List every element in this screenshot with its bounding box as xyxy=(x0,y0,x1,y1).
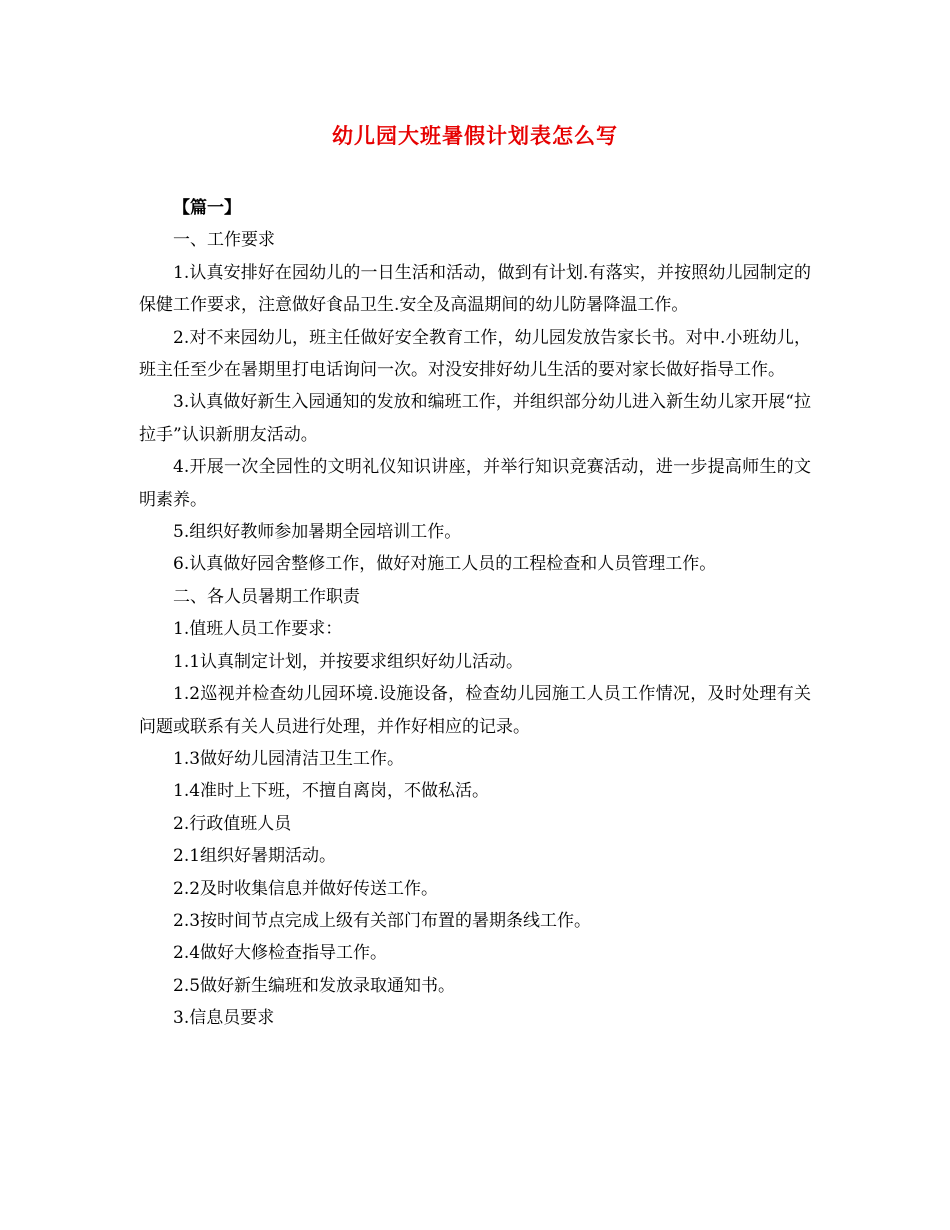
paragraph: 1.值班人员工作要求： xyxy=(173,619,343,640)
paragraph: 1.2巡视并检查幼儿园环境.设施设备，检查幼儿园施工人员工作情况，及时处理有关问题或联系有关人员进行处理，并作好相应的记录。 xyxy=(139,684,811,737)
paragraph: 2.3按时间节点完成上级有关部门布置的暑期条线工作。 xyxy=(173,910,592,931)
paragraph: 1.4准时上下班，不擅自离岗，不做私活。 xyxy=(173,781,490,802)
paragraph: 5.组织好教师参加暑期全园培训工作。 xyxy=(173,522,462,543)
paragraph: 2.2及时收集信息并做好传送工作。 xyxy=(173,878,439,899)
paragraph: 2.行政值班人员 xyxy=(173,813,292,834)
paragraph: 3.认真做好新生入园通知的发放和编班工作，并组织部分幼儿进入新生幼儿家开展“拉拉手”认识新朋友活动。 xyxy=(139,392,811,445)
paragraph: 1.1认真制定计划，并按要求组织好幼儿活动。 xyxy=(173,651,524,672)
paragraph: 3.信息员要求 xyxy=(173,1008,275,1029)
page-title: 幼儿园大班暑假计划表怎么写 xyxy=(332,123,618,148)
section-heading-work-requirements: 一、工作要求 xyxy=(173,230,275,251)
document-body xyxy=(139,192,811,1035)
section-heading-staff-duties: 二、各人员暑期工作职责 xyxy=(173,586,360,607)
paragraph: 2.对不来园幼儿，班主任做好安全教育工作，幼儿园发放告家长书。对中.小班幼儿，班主任至少在暑期里打电话询问一次。对没安排好幼儿生活的要对家长做好指导工作。 xyxy=(139,327,811,381)
paragraph: 2.5做好新生编班和发放录取通知书。 xyxy=(173,975,456,996)
paragraph: 2.4做好大修检查指导工作。 xyxy=(173,943,388,964)
paragraph: 1.认真安排好在园幼儿的一日生活和活动，做到有计划.有落实，并按照幼儿园制定的保健工作要求，注意做好食品卫生.安全及高温期间的幼儿防暑降温工作。 xyxy=(139,262,811,316)
paragraph: 4.开展一次全园性的文明礼仪知识讲座，并举行知识竞赛活动，进一步提高师生的文明素养。 xyxy=(139,457,811,510)
paragraph: 6.认真做好园舍整修工作，做好对施工人员的工程检查和人员管理工作。 xyxy=(173,554,717,575)
paragraph: 2.1组织好暑期活动。 xyxy=(173,846,337,867)
section-heading-part-one: 【篇一】 xyxy=(173,198,241,218)
paragraph: 1.3做好幼儿园清洁卫生工作。 xyxy=(173,748,405,769)
